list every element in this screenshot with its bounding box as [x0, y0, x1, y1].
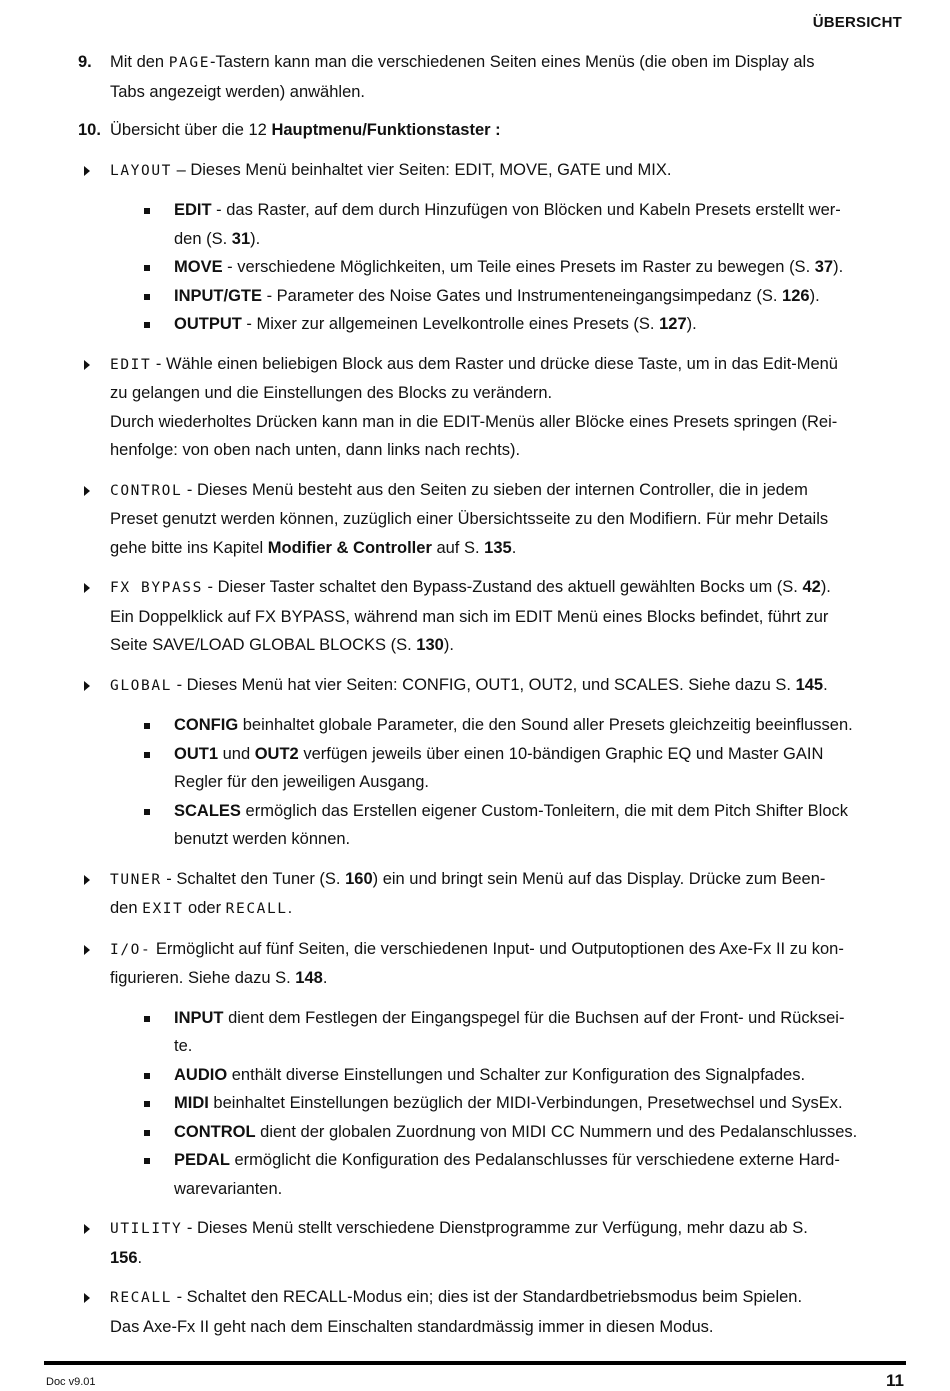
text: benutzt werden können. — [174, 830, 351, 848]
io-button-label: I/O- — [110, 941, 152, 958]
page-content — [78, 48, 908, 1341]
numbered-item-9 — [78, 48, 908, 106]
text: Preset genutzt werden können, zuzüglich einer Übersichtsseite zu den Modifiern. Für mehr Details — [110, 510, 829, 528]
text: beinhaltet globale Parameter, die den Sound aller Presets gleichzeitig beeinflussen. — [238, 716, 853, 734]
triangle-bullet-icon — [84, 875, 90, 885]
keyword: AUDIO — [174, 1065, 228, 1084]
sub-item-audio — [78, 1061, 908, 1090]
page-button-label: PAGE — [168, 55, 211, 71]
keyword: CONTROL — [174, 1122, 256, 1141]
text: dient der globalen Zuordnung von MIDI CC Nummern und des Pedalanschlusses. — [255, 1122, 858, 1141]
fx-bypass-button-label: FX BYPASS — [110, 580, 203, 596]
utility-button-label: UTILITY — [110, 1221, 183, 1237]
page-ref: 135 — [484, 538, 512, 557]
menu-item-recall — [78, 1283, 908, 1341]
text: enthält diverse Einstellungen und Schalter zur Konfiguration des Signalpfades. — [227, 1065, 806, 1084]
text: - Mixer zur allgemeinen Levelkontrolle eines Presets (S. — [241, 315, 660, 333]
page-ref: 126 — [782, 286, 810, 305]
text: ). — [250, 229, 261, 248]
text: oder — [183, 899, 226, 917]
keyword: INPUT — [174, 1008, 224, 1027]
square-bullet-icon — [144, 294, 150, 300]
triangle-bullet-icon — [84, 583, 90, 593]
text: gehe bitte ins Kapitel — [110, 538, 268, 557]
text: ). — [686, 315, 697, 333]
running-header: ÜBERSICHT — [812, 14, 902, 31]
text: ). — [820, 578, 831, 596]
keyword: SCALES — [174, 801, 241, 820]
text: - Dieses Menü besteht aus den Seiten zu sieben der internen Controller, die in jedem — [182, 480, 808, 499]
text: – Dieses Menü beinhaltet vier Seiten: EDIT, MOVE, GATE und MIX. — [171, 160, 672, 179]
text: Seite SAVE/LOAD GLOBAL BLOCKS (S. — [110, 636, 417, 654]
item-number: 9. — [78, 53, 92, 71]
sub-item-output — [78, 310, 908, 339]
menu-item-io — [78, 935, 908, 993]
square-bullet-icon — [144, 752, 150, 758]
text: und — [218, 744, 255, 763]
keyword: OUT1 — [174, 744, 219, 763]
text: - das Raster, auf dem durch Hinzufügen von Blöcken und Kabeln Presets erstellt wer- — [211, 201, 841, 219]
keyword: PEDAL — [174, 1151, 230, 1169]
triangle-bullet-icon — [84, 486, 90, 496]
keyword: INPUT/GTE — [174, 286, 263, 305]
text: - Dieses Menü stellt verschiedene Dienstprogramme zur Verfügung, mehr dazu ab S. — [182, 1219, 808, 1237]
menu-item-edit — [78, 350, 908, 465]
keyword: OUT2 — [254, 744, 299, 763]
square-bullet-icon — [144, 809, 150, 815]
sub-item-config — [78, 711, 908, 740]
square-bullet-icon — [144, 1016, 150, 1022]
page-ref: 127 — [659, 315, 687, 333]
triangle-bullet-icon — [84, 360, 90, 370]
menu-item-control — [78, 476, 908, 563]
text: verfügen jeweils über einen 10-bändigen Graphic EQ und Master GAIN — [298, 744, 824, 763]
text: zu gelangen und die Einstellungen des Blocks zu verändern. — [110, 384, 553, 402]
keyword: OUTPUT — [174, 315, 242, 333]
text: . — [137, 1248, 143, 1267]
page-ref: 160 — [345, 869, 373, 888]
text: ). — [833, 258, 844, 276]
text: -Tastern kann man die verschiedenen Seiten eines Menüs (die oben im Display als — [210, 53, 815, 71]
keyword: MOVE — [174, 258, 223, 276]
text: den (S. — [174, 229, 232, 248]
text: - Dieser Taster schaltet den Bypass-Zustand des aktuell gewählten Bocks um (S. — [202, 578, 803, 596]
text: ). — [809, 286, 820, 305]
page-ref: 130 — [416, 636, 444, 654]
bold-text: Hauptmenu/Funktionstaster : — [271, 121, 501, 139]
tuner-button-label: TUNER — [110, 871, 162, 888]
page-number: 11 — [886, 1371, 904, 1390]
square-bullet-icon — [144, 1073, 150, 1079]
bold-text: Modifier & Controller — [267, 538, 432, 557]
keyword: EDIT — [174, 201, 212, 219]
footer-rule — [44, 1361, 906, 1365]
text: . — [287, 899, 293, 917]
text: Tabs angezeigt werden) anwählen. — [110, 82, 366, 101]
sub-item-input — [78, 1004, 908, 1061]
text: - Schaltet den RECALL-Modus ein; dies ist der Standardbetriebsmodus beim Spielen. — [171, 1288, 803, 1306]
text: Regler für den jeweiligen Ausgang. — [174, 773, 430, 791]
page-ref: 42 — [802, 578, 821, 596]
keyword: CONFIG — [174, 716, 239, 734]
text: - Dieses Menü hat vier Seiten: CONFIG, OUT1, OUT2, und SCALES. Siehe dazu S. — [171, 675, 796, 694]
sub-item-out1-out2 — [78, 740, 908, 797]
square-bullet-icon — [144, 265, 150, 271]
numbered-item-10 — [78, 116, 908, 145]
page-ref: 145 — [795, 675, 824, 694]
text: warevarianten. — [174, 1179, 283, 1198]
square-bullet-icon — [144, 1158, 150, 1164]
menu-item-tuner — [78, 865, 908, 924]
text: auf S. — [431, 538, 485, 557]
square-bullet-icon — [144, 208, 150, 214]
text: dient dem Festlegen der Eingangspegel für die Buchsen auf der Front- und Rücksei- — [223, 1008, 845, 1027]
text: henfolge: von oben nach unten, dann links nach rechts). — [110, 441, 521, 459]
text: Ermöglicht auf fünf Seiten, die verschiedenen Input- und Outputoptionen des Axe-Fx II zu kon- — [151, 939, 844, 958]
doc-version: Doc v9.01 — [46, 1376, 96, 1388]
text: - verschiedene Möglichkeiten, um Teile eines Presets im Raster zu bewegen (S. — [222, 258, 815, 276]
sub-item-midi — [78, 1089, 908, 1118]
text: den — [110, 899, 143, 917]
page-ref: 156 — [110, 1248, 138, 1267]
text: Mit den — [110, 53, 169, 71]
square-bullet-icon — [144, 1130, 150, 1136]
sub-item-scales — [78, 797, 908, 854]
menu-item-fx-bypass — [78, 573, 908, 660]
text: . — [511, 538, 517, 557]
sub-item-control — [78, 1118, 908, 1147]
sub-item-move — [78, 253, 908, 282]
text: - Wähle einen beliebigen Block aus dem Raster und drücke diese Taste, um in das Edit-Menü — [151, 354, 838, 373]
square-bullet-icon — [144, 723, 150, 729]
global-button-label: GLOBAL — [110, 677, 172, 694]
page-ref: 148 — [295, 969, 323, 987]
page-ref: 31 — [231, 229, 251, 248]
text: . — [823, 675, 828, 694]
keyword: MIDI — [174, 1094, 209, 1112]
triangle-bullet-icon — [84, 681, 90, 691]
text: beinhaltet Einstellungen bezüglich der MIDI-Verbindungen, Presetwechsel und SysEx. — [208, 1094, 843, 1112]
text: Ein Doppelklick auf FX BYPASS, während man sich im EDIT Menü eines Blocks befindet, führt zur — [110, 607, 829, 626]
recall-button-label: RECALL — [225, 901, 288, 917]
menu-item-global — [78, 671, 908, 701]
sub-item-edit — [78, 196, 908, 253]
text: Übersicht über die 12 — [110, 121, 272, 139]
triangle-bullet-icon — [84, 1293, 90, 1303]
recall-button-label: RECALL — [110, 1290, 172, 1306]
text: te. — [174, 1037, 193, 1055]
control-button-label: CONTROL — [110, 482, 183, 499]
text: Das Axe-Fx II geht nach dem Einschalten standardmässig immer in diesen Modus. — [110, 1317, 714, 1336]
exit-button-label: EXIT — [142, 901, 184, 917]
triangle-bullet-icon — [84, 1224, 90, 1234]
layout-button-label: LAYOUT — [110, 162, 172, 179]
text: Durch wiederholtes Drücken kann man in die EDIT-Menüs aller Blöcke eines Presets springen (Rei- — [110, 412, 838, 431]
square-bullet-icon — [144, 322, 150, 328]
text: - Parameter des Noise Gates und Instrumenteneingangsimpedanz (S. — [262, 286, 783, 305]
triangle-bullet-icon — [84, 166, 90, 176]
page-ref: 37 — [814, 258, 834, 276]
text: ermöglich das Erstellen eigener Custom-Tonleitern, die mit dem Pitch Shifter Block — [240, 801, 849, 820]
text: ). — [443, 636, 454, 654]
menu-item-layout — [78, 156, 908, 186]
item-number: 10. — [78, 121, 101, 139]
edit-button-label: EDIT — [110, 356, 152, 373]
text: ermöglicht die Konfiguration des Pedalanschlusses für verschiedene externe Hard- — [229, 1151, 840, 1169]
text: ) ein und bringt sein Menü auf das Display. Drücke zum Been- — [372, 869, 826, 888]
sub-item-pedal — [78, 1146, 908, 1203]
square-bullet-icon — [144, 1101, 150, 1107]
sub-item-input-gte — [78, 282, 908, 311]
text: figurieren. Siehe dazu S. — [110, 969, 296, 987]
text: - Schaltet den Tuner (S. — [161, 869, 346, 888]
triangle-bullet-icon — [84, 945, 90, 955]
menu-item-utility — [78, 1214, 908, 1272]
text: . — [322, 969, 328, 987]
